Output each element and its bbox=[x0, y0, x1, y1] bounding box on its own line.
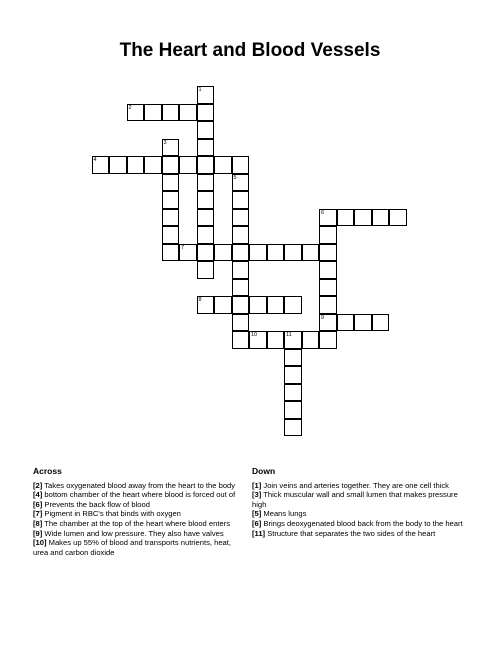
grid-cell[interactable] bbox=[127, 156, 145, 174]
grid-cell[interactable] bbox=[197, 191, 215, 209]
across-clue bbox=[33, 519, 248, 529]
clue-number: 5 bbox=[233, 174, 237, 181]
grid-cell[interactable] bbox=[284, 331, 302, 349]
clue-number: [1] bbox=[252, 480, 262, 490]
grid-cell[interactable] bbox=[319, 226, 337, 244]
grid-cell[interactable] bbox=[284, 366, 302, 384]
clue-text: Structure that separates the two sides of the heart bbox=[265, 528, 436, 538]
across-clue bbox=[33, 500, 248, 510]
clue-text: Pigment in RBC's that binds with oxygen bbox=[42, 509, 181, 519]
grid-cell[interactable] bbox=[197, 121, 215, 139]
grid-cell[interactable] bbox=[179, 244, 197, 262]
across-clue bbox=[33, 481, 248, 491]
clue-number: 4 bbox=[93, 157, 97, 163]
grid-cell[interactable] bbox=[302, 331, 320, 349]
clue-number: [5] bbox=[252, 509, 262, 519]
grid-cell[interactable] bbox=[197, 104, 215, 122]
clue-text: Prevents the back flow of blood bbox=[42, 499, 150, 509]
clue-number: 7 bbox=[181, 244, 185, 251]
puzzle-title: The Heart and Blood Vessels bbox=[119, 40, 381, 61]
grid-cell[interactable] bbox=[197, 244, 215, 262]
grid-cell[interactable] bbox=[319, 261, 337, 279]
grid-cell[interactable] bbox=[232, 209, 250, 227]
grid-cell[interactable] bbox=[162, 174, 180, 192]
clue-number: 9 bbox=[321, 314, 325, 321]
grid-cell[interactable] bbox=[319, 279, 337, 297]
grid-cell[interactable] bbox=[389, 209, 407, 227]
grid-cell[interactable] bbox=[179, 156, 197, 174]
grid-cell[interactable] bbox=[162, 104, 180, 122]
grid-cell[interactable] bbox=[197, 156, 215, 174]
grid-cell[interactable] bbox=[249, 244, 267, 262]
grid-cell[interactable] bbox=[109, 156, 127, 174]
clue-number: [7] bbox=[33, 509, 43, 519]
clue-text: Makes up 55% of blood and transports nutrients, heat, urea and carbon dioxide bbox=[33, 538, 231, 557]
grid-cell[interactable] bbox=[197, 139, 215, 157]
clue-number: 11 bbox=[286, 332, 292, 338]
grid-cell[interactable] bbox=[197, 296, 215, 314]
grid-cell[interactable] bbox=[284, 244, 302, 262]
grid-cell[interactable] bbox=[337, 314, 355, 332]
down-clue bbox=[252, 519, 467, 529]
grid-cell[interactable] bbox=[232, 261, 250, 279]
grid-cell[interactable] bbox=[319, 331, 337, 349]
down-clue bbox=[252, 481, 467, 491]
grid-cell[interactable] bbox=[162, 244, 180, 262]
grid-cell[interactable] bbox=[197, 226, 215, 244]
grid-cell[interactable] bbox=[232, 174, 250, 192]
clue-number: 1 bbox=[198, 87, 202, 93]
clue-number: 8 bbox=[198, 297, 202, 303]
grid-cell[interactable] bbox=[267, 244, 285, 262]
grid-cell[interactable] bbox=[232, 331, 250, 349]
grid-cell[interactable] bbox=[232, 314, 250, 332]
clue-text: Join veins and arteries together. They are one cell thick bbox=[261, 480, 449, 490]
grid-cell[interactable] bbox=[319, 209, 337, 227]
across-clue bbox=[33, 529, 248, 539]
grid-cell[interactable] bbox=[354, 209, 372, 227]
grid-cell[interactable] bbox=[232, 244, 250, 262]
across-clue bbox=[33, 490, 248, 500]
clue-number: [8] bbox=[33, 518, 43, 528]
clue-text: Wide lumen and low pressure. They also have valves bbox=[42, 528, 224, 538]
across-heading: Across bbox=[33, 466, 62, 476]
grid-cell[interactable] bbox=[214, 296, 232, 314]
grid-cell[interactable] bbox=[284, 419, 302, 437]
grid-cell[interactable] bbox=[284, 401, 302, 419]
grid-cell[interactable] bbox=[232, 226, 250, 244]
grid-cell[interactable] bbox=[214, 156, 232, 174]
grid-cell[interactable] bbox=[319, 244, 337, 262]
grid-cell[interactable] bbox=[302, 244, 320, 262]
clue-text: Thick muscular wall and small lumen that makes pressure high bbox=[252, 490, 458, 509]
grid-cell[interactable] bbox=[372, 314, 390, 332]
down-heading: Down bbox=[252, 466, 276, 476]
grid-cell[interactable] bbox=[197, 209, 215, 227]
grid-cell[interactable] bbox=[267, 296, 285, 314]
clue-number: [9] bbox=[33, 528, 43, 538]
grid-cell[interactable] bbox=[319, 314, 337, 332]
across-clue-list bbox=[33, 481, 248, 558]
down-clue bbox=[252, 490, 467, 509]
grid-cell[interactable] bbox=[197, 261, 215, 279]
down-clue bbox=[252, 509, 467, 519]
grid-cell[interactable] bbox=[232, 156, 250, 174]
grid-cell[interactable] bbox=[284, 349, 302, 367]
grid-cell[interactable] bbox=[162, 139, 180, 157]
grid-cell[interactable] bbox=[232, 296, 250, 314]
grid-cell[interactable] bbox=[162, 191, 180, 209]
clue-number: [2] bbox=[33, 480, 43, 490]
clue-number: 2 bbox=[128, 104, 132, 111]
grid-cell[interactable] bbox=[249, 296, 267, 314]
clue-number: [6] bbox=[33, 499, 43, 509]
grid-cell[interactable] bbox=[162, 156, 180, 174]
clue-number: 3 bbox=[163, 139, 167, 146]
grid-cell[interactable] bbox=[249, 331, 267, 349]
grid-cell[interactable] bbox=[162, 209, 180, 227]
grid-cell[interactable] bbox=[144, 104, 162, 122]
grid-cell[interactable] bbox=[372, 209, 390, 227]
clue-number: [10] bbox=[33, 538, 47, 548]
grid-cell[interactable] bbox=[127, 104, 145, 122]
clue-text: The chamber at the top of the heart where blood enters bbox=[42, 518, 230, 528]
clue-number: 6 bbox=[321, 209, 325, 216]
grid-cell[interactable] bbox=[214, 244, 232, 262]
down-clue bbox=[252, 529, 467, 539]
across-clue bbox=[33, 538, 248, 557]
grid-cell[interactable] bbox=[354, 314, 372, 332]
grid-cell[interactable] bbox=[337, 209, 355, 227]
across-clue bbox=[33, 509, 248, 519]
grid-cell[interactable] bbox=[232, 191, 250, 209]
clue-text: Takes oxygenated blood away from the heart to the body bbox=[42, 480, 236, 490]
grid-cell[interactable] bbox=[197, 174, 215, 192]
clue-number: [3] bbox=[252, 490, 262, 500]
grid-cell[interactable] bbox=[267, 331, 285, 349]
grid-cell[interactable] bbox=[284, 296, 302, 314]
clue-number: [4] bbox=[33, 490, 43, 500]
grid-cell[interactable] bbox=[162, 226, 180, 244]
clue-number: [6] bbox=[252, 518, 262, 528]
clue-text: Means lungs bbox=[261, 509, 307, 519]
grid-cell[interactable] bbox=[197, 86, 215, 104]
grid-cell[interactable] bbox=[179, 104, 197, 122]
clue-number: [11] bbox=[252, 528, 266, 538]
clue-text: Brings deoxygenated blood back from the body to the heart bbox=[261, 518, 463, 528]
grid-cell[interactable] bbox=[319, 296, 337, 314]
grid-cell[interactable] bbox=[232, 279, 250, 297]
down-clues bbox=[252, 467, 467, 538]
grid-cell[interactable] bbox=[284, 384, 302, 402]
grid-cell[interactable] bbox=[92, 156, 110, 174]
clue-number: 10 bbox=[251, 332, 258, 338]
clue-text: bottom chamber of the heart where blood is forced out of bbox=[42, 490, 236, 500]
grid-cell[interactable] bbox=[144, 156, 162, 174]
across-clues bbox=[33, 467, 248, 557]
down-clue-list bbox=[252, 481, 467, 539]
